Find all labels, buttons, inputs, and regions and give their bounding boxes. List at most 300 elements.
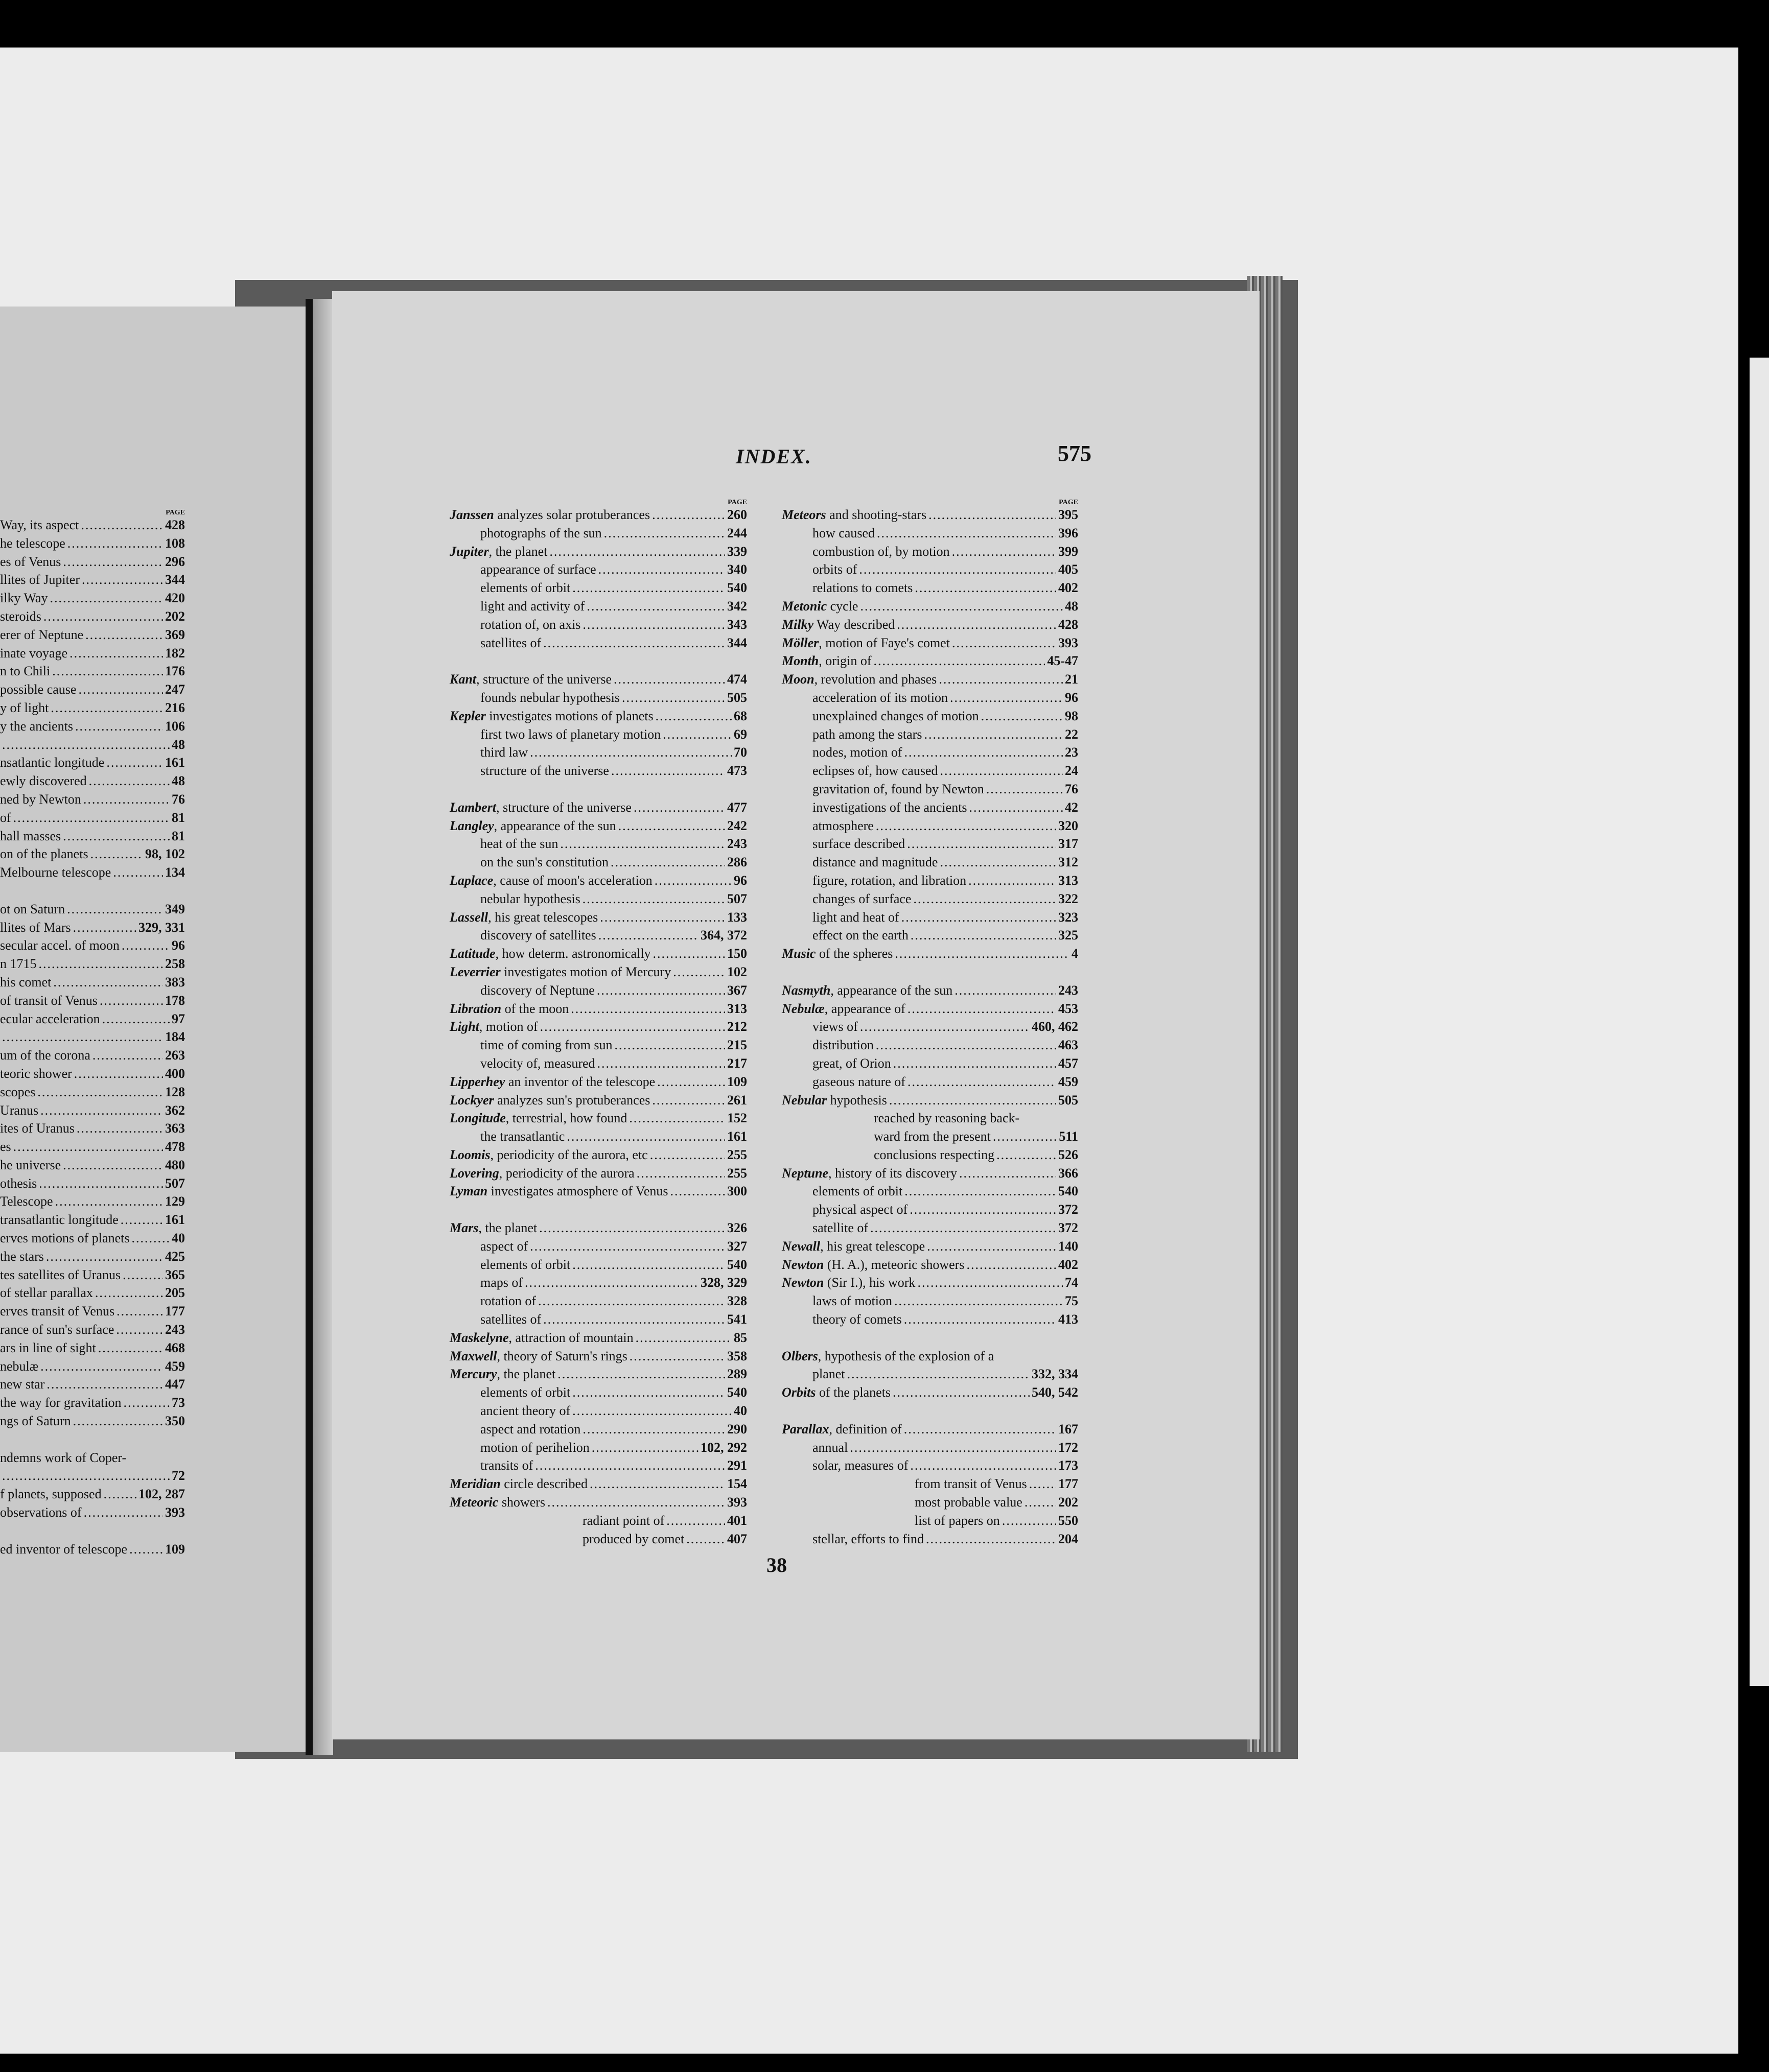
entry-subject: ars in line of sight [0, 1340, 96, 1355]
dot-leader [907, 1000, 1056, 1018]
running-title: INDEX. [736, 445, 812, 468]
index-entry [0, 845, 185, 863]
index-entry [782, 1164, 1078, 1183]
entry-page-ref: 393 [165, 1505, 185, 1520]
entry-subject: of the spheres [816, 946, 893, 961]
entry-page-ref: 68 [734, 708, 747, 723]
entry-text [782, 634, 950, 652]
entry-page-ref: 161 [165, 1212, 185, 1228]
entry-heading: Month [782, 653, 819, 669]
index-entry [0, 644, 185, 663]
entry-page-ref: 109 [727, 1074, 747, 1089]
entry-page-ref: 372 [1058, 1220, 1078, 1236]
entry-text [450, 1000, 569, 1018]
entry-page-ref: 463 [1058, 1038, 1078, 1053]
entry-text [480, 597, 585, 616]
dot-leader [850, 1439, 1056, 1457]
entry-heading: Lyman [450, 1184, 488, 1199]
dot-leader [1002, 1512, 1056, 1530]
dot-leader [959, 1164, 1056, 1183]
dot-leader [84, 1503, 163, 1522]
entry-page-ref: 540 [727, 580, 747, 596]
entry-page-ref: 72 [172, 1468, 185, 1484]
index-entry [450, 1402, 747, 1420]
entry-text [0, 680, 76, 699]
entry-page-ref: 428 [165, 517, 185, 532]
entry-page-ref: 134 [165, 865, 185, 880]
index-entry [782, 1018, 1078, 1036]
index-entry [782, 1000, 1078, 1018]
index-entry [450, 1530, 747, 1548]
entry-page-ref: 258 [165, 956, 185, 972]
index-entry [450, 1439, 747, 1457]
dot-leader [37, 1083, 163, 1101]
film-edge-strip [1738, 0, 1769, 2072]
entry-text [0, 992, 98, 1010]
entry-text [480, 689, 620, 707]
dot-leader [860, 597, 1063, 616]
entry-text [812, 689, 948, 707]
entry-subject: , the planet [488, 544, 548, 559]
dot-leader [968, 872, 1056, 890]
entry-text [874, 1127, 991, 1146]
entry-page-ref: 177 [1058, 1476, 1078, 1492]
dot-leader [543, 634, 725, 652]
dot-leader [539, 1219, 725, 1237]
dot-leader [592, 1439, 699, 1457]
entry-subject: atmosphere [812, 818, 874, 833]
index-entry [450, 560, 747, 579]
index-entry [450, 1329, 747, 1347]
dot-leader [911, 926, 1056, 945]
entry-page-ref: 261 [727, 1092, 747, 1108]
entry-subject: investigations of the ancients [812, 799, 967, 815]
index-entry [782, 926, 1078, 945]
entry-text [812, 1456, 908, 1475]
entry-text [812, 1073, 905, 1091]
entry-subject: , appearance of the sun [494, 818, 616, 833]
dot-leader [904, 1420, 1056, 1439]
index-entry [450, 1256, 747, 1274]
entry-heading: Newall [782, 1238, 821, 1254]
index-entry [782, 689, 1078, 707]
entry-text [480, 1456, 533, 1475]
entry-heading: Moon [782, 672, 814, 687]
entry-subject: orbits of [812, 562, 857, 577]
index-entry [782, 1182, 1078, 1200]
dot-leader [121, 1211, 163, 1229]
index-entry [782, 707, 1078, 725]
entry-text [450, 1018, 538, 1036]
dot-leader [77, 1119, 163, 1138]
entry-subject: his comet [0, 974, 52, 990]
entry-text [0, 1065, 72, 1083]
dot-leader [43, 607, 163, 626]
index-entry [0, 1156, 185, 1174]
entry-text [583, 1530, 684, 1548]
entry-text [480, 1439, 590, 1457]
dot-leader [530, 1237, 725, 1256]
dot-leader [117, 1302, 163, 1321]
entry-subject: ot on Saturn [0, 901, 65, 916]
dot-leader [615, 1036, 725, 1054]
index-entry [782, 1493, 1078, 1512]
entry-subject: n to Chili [0, 664, 51, 679]
entry-page-ref: 325 [1058, 928, 1078, 943]
entry-subject: ngs of Saturn [0, 1414, 71, 1429]
entry-page-ref: 73 [172, 1395, 185, 1410]
index-entry [782, 981, 1078, 1000]
dot-leader [583, 890, 725, 908]
index-entry [450, 798, 747, 817]
dot-leader [893, 1383, 1030, 1402]
index-entry [0, 1321, 185, 1339]
index-entry [782, 616, 1078, 634]
index-entry [0, 1430, 185, 1449]
entry-page-ref: 45-47 [1047, 653, 1078, 669]
entry-text [480, 1256, 570, 1274]
entry-text [812, 743, 902, 762]
dot-leader [611, 853, 725, 872]
index-entry [450, 707, 747, 725]
dot-leader [910, 1456, 1056, 1475]
entry-page-ref: 255 [727, 1165, 747, 1181]
entry-page-ref: 332, 334 [1032, 1367, 1078, 1382]
entry-page-ref: 152 [727, 1111, 747, 1126]
entry-text [0, 534, 65, 553]
entry-spacer [450, 1200, 747, 1219]
entry-page-ref: 339 [727, 544, 747, 559]
entry-page-ref: 23 [1065, 745, 1078, 760]
entry-text [812, 817, 874, 835]
entry-heading: Kepler [450, 708, 486, 723]
entry-heading: Nebular [782, 1092, 827, 1108]
index-entry [782, 1127, 1078, 1146]
dot-leader [73, 919, 136, 937]
entry-page-ref: 343 [727, 617, 747, 632]
entry-text [812, 926, 909, 945]
dot-leader [904, 743, 1063, 762]
dot-leader [85, 626, 163, 644]
entry-text [0, 790, 81, 809]
book-spine [306, 299, 313, 1755]
entry-subject: aspect of [480, 1238, 528, 1254]
entry-page-ref: 320 [1058, 818, 1078, 833]
entry-page-ref: 511 [1059, 1129, 1078, 1144]
index-column-right [782, 499, 1078, 1548]
entry-page-ref: 405 [1058, 562, 1078, 577]
index-entry [782, 872, 1078, 890]
entry-subject: Melbourne telescope [0, 865, 111, 880]
entry-text [874, 1109, 1019, 1127]
index-entry [450, 1146, 747, 1164]
index-entry [782, 1200, 1078, 1219]
dot-leader [583, 1420, 725, 1439]
entry-subject: of the planets [816, 1385, 891, 1400]
entry-page-ref: 313 [1058, 873, 1078, 888]
entry-text [812, 1310, 902, 1329]
index-entry [0, 1174, 185, 1193]
index-entry [782, 780, 1078, 798]
dot-leader [655, 872, 732, 890]
entry-heading: Libration [450, 1001, 502, 1016]
dot-leader [650, 1146, 725, 1164]
index-entry [782, 1420, 1078, 1439]
index-entry [0, 1375, 185, 1394]
entry-subject: figure, rotation, and libration [812, 873, 967, 888]
entry-subject: structure of the universe [480, 763, 609, 779]
entry-page-ref: 150 [727, 946, 747, 961]
dot-leader [129, 1540, 163, 1559]
entry-page-ref: 205 [165, 1285, 185, 1301]
entry-text [450, 1073, 655, 1091]
entry-subject: time of coming from sun [480, 1038, 613, 1053]
entry-text [0, 1375, 44, 1394]
entry-page-ref: 75 [1065, 1293, 1078, 1309]
dot-leader [897, 616, 1056, 634]
index-entry [450, 1109, 747, 1127]
entry-page-ref: 322 [1058, 891, 1078, 906]
index-entry [0, 754, 185, 772]
entry-subject: (Sir I.), his work [824, 1275, 916, 1290]
index-entry [0, 626, 185, 644]
dot-leader [95, 1284, 163, 1302]
entry-page-ref: 399 [1058, 544, 1078, 559]
entry-text [0, 553, 61, 571]
entry-page-ref: 177 [165, 1304, 185, 1319]
entry-page-ref: 383 [165, 974, 185, 990]
index-entry [782, 1439, 1078, 1457]
entry-text [480, 616, 580, 634]
index-entry [0, 1138, 185, 1156]
dot-leader [860, 1018, 1030, 1036]
dot-leader [673, 963, 725, 981]
entry-page-ref: 342 [727, 598, 747, 614]
index-entry [0, 1266, 185, 1284]
entry-subject: , definition of [829, 1421, 902, 1437]
dot-leader [2, 736, 170, 754]
entry-text [0, 1503, 82, 1522]
entry-spacer [450, 652, 747, 670]
entry-text [450, 670, 612, 689]
entry-page-ref: 317 [1058, 836, 1078, 852]
index-entry [0, 662, 185, 680]
entry-text [0, 754, 104, 772]
entry-text [0, 1247, 44, 1266]
dot-leader [952, 634, 1056, 652]
dot-leader [549, 543, 725, 561]
entry-text [480, 1402, 570, 1420]
entry-subject: um of the corona [0, 1048, 90, 1063]
entry-text [812, 853, 938, 872]
entry-subject: investigates motions of planets [485, 708, 654, 723]
entry-page-ref: 400 [165, 1066, 185, 1081]
entry-page-ref: 447 [165, 1377, 185, 1392]
entry-text [480, 853, 609, 872]
entry-text [0, 936, 120, 955]
dot-leader [993, 1127, 1057, 1146]
entry-subject: possible cause [0, 682, 77, 697]
entry-text [812, 1365, 845, 1383]
entry-subject: scopes [0, 1084, 36, 1099]
dot-leader [1025, 1493, 1056, 1512]
dot-leader [2, 1028, 163, 1046]
entry-subject: first two laws of planetary motion [480, 726, 661, 742]
entry-heading: Loomis [450, 1147, 491, 1162]
entry-subject: elements of orbit [480, 580, 571, 596]
dot-leader [540, 1018, 725, 1036]
entry-page-ref: 540 [727, 1257, 747, 1272]
entry-page-ref: 401 [727, 1513, 747, 1528]
entry-subject: nsatlantic longitude [0, 755, 105, 770]
entry-text [480, 762, 609, 780]
entry-page-ref: 453 [1058, 1001, 1078, 1016]
dot-leader [2, 1467, 170, 1485]
entry-text [450, 1091, 650, 1110]
entry-text [450, 543, 547, 561]
entry-subject: erves transit of Venus [0, 1304, 115, 1319]
entry-subject: relations to comets [812, 580, 913, 596]
page-gutter [313, 299, 333, 1755]
entry-text [0, 1119, 75, 1138]
left-page-column-label: PAGE [166, 509, 185, 516]
index-entry [0, 1540, 185, 1559]
entry-text [812, 1018, 858, 1036]
page-number: 575 [1058, 441, 1091, 466]
entry-page-ref: 243 [165, 1322, 185, 1337]
entry-text [812, 560, 857, 579]
dot-leader [927, 1237, 1056, 1256]
index-entry [0, 900, 185, 919]
dot-leader [611, 762, 725, 780]
index-entry [450, 1512, 747, 1530]
entry-page-ref: 344 [727, 635, 747, 650]
entry-subject: ndemns work of Coper- [0, 1450, 127, 1465]
index-entry [0, 1339, 185, 1357]
index-entry [0, 1485, 185, 1503]
index-entry [782, 725, 1078, 744]
entry-page-ref: 526 [1058, 1147, 1078, 1162]
index-entry [782, 908, 1078, 927]
entry-text [480, 634, 541, 652]
dot-leader [630, 1347, 725, 1365]
entry-page-ref: 212 [727, 1019, 747, 1034]
entry-subject: theory of comets [812, 1312, 902, 1327]
entry-subject: , how determ. astronomically [495, 946, 651, 961]
entry-page-ref: 362 [165, 1102, 185, 1118]
entry-heading: Jupiter [450, 544, 489, 559]
index-entry [782, 817, 1078, 835]
index-entry [782, 1310, 1078, 1329]
dot-leader [51, 699, 163, 717]
entry-text [0, 699, 49, 717]
entry-page-ref: 369 [165, 627, 185, 642]
entry-heading: Latitude [450, 946, 496, 961]
dot-leader [131, 1229, 170, 1247]
dot-leader [100, 992, 163, 1010]
entry-page-ref: 507 [727, 891, 747, 906]
entry-text [480, 835, 558, 853]
index-entry [450, 725, 747, 744]
entry-subject: transits of [480, 1458, 533, 1473]
dot-leader [78, 680, 163, 699]
entry-page-ref: 477 [727, 799, 747, 815]
entry-page-ref: 204 [1058, 1531, 1078, 1546]
entry-text [450, 872, 653, 890]
entry-subject: showers [498, 1495, 546, 1510]
entry-subject: gaseous nature of [812, 1074, 905, 1089]
dot-leader [543, 1310, 725, 1329]
entry-page-ref: 260 [727, 507, 747, 522]
entry-page-ref: 327 [727, 1238, 747, 1254]
entry-page-ref: 106 [165, 718, 185, 734]
entry-text [782, 670, 937, 689]
entry-text [915, 1475, 1027, 1493]
entry-text [480, 1310, 541, 1329]
entry-subject: of transit of Venus [0, 993, 98, 1008]
entry-text [812, 835, 905, 853]
entry-page-ref: 69 [734, 726, 747, 742]
entry-heading: Langley [450, 818, 494, 833]
entry-spacer [782, 1329, 1078, 1347]
entry-page-ref: 363 [165, 1121, 185, 1136]
dot-leader [123, 1266, 163, 1284]
entry-page-ref: 85 [734, 1330, 747, 1345]
entry-subject: of stellar parallax [0, 1285, 93, 1301]
index-entry [782, 1054, 1078, 1073]
entry-subject: othesis [0, 1175, 37, 1191]
entry-subject: , history of its discovery [828, 1165, 958, 1181]
entry-text [812, 890, 911, 908]
index-entry [782, 853, 1078, 872]
entry-subject: combustion of, by motion [812, 544, 950, 559]
dot-leader [666, 1512, 725, 1530]
entry-page-ref: 247 [165, 682, 185, 697]
entry-page-ref: 96 [1065, 690, 1078, 705]
entry-text [0, 1101, 38, 1120]
entry-subject: surface described [812, 836, 905, 852]
entry-page-ref: 358 [727, 1348, 747, 1363]
index-entry [782, 524, 1078, 543]
entry-subject: erves motions of planets [0, 1231, 130, 1246]
index-entry [0, 1467, 185, 1485]
index-entry [450, 1073, 747, 1091]
entry-subject: founds nebular hypothesis [480, 690, 620, 705]
dot-leader [69, 644, 163, 663]
entry-text [0, 1010, 100, 1028]
entry-subject: Telescope [0, 1194, 53, 1209]
entry-heading: Parallax [782, 1421, 829, 1437]
entry-text [480, 1054, 595, 1073]
dot-leader [876, 1036, 1056, 1054]
entry-text [480, 926, 596, 945]
entry-page-ref: 312 [1058, 855, 1078, 870]
entry-page-ref: 505 [727, 690, 747, 705]
dot-leader [686, 1530, 725, 1548]
entry-page-ref: 202 [1058, 1495, 1078, 1510]
entry-subject: how caused [812, 525, 875, 540]
entry-subject: ilky Way [0, 591, 48, 606]
entry-heading: Maskelyne [450, 1330, 509, 1345]
index-entry [0, 772, 185, 790]
entry-text [0, 626, 83, 644]
index-entry [0, 1010, 185, 1028]
index-entry [450, 981, 747, 1000]
index-entry [0, 589, 185, 607]
entry-subject: path among the stars [812, 726, 922, 742]
dot-leader [535, 1456, 725, 1475]
dot-leader [940, 853, 1056, 872]
